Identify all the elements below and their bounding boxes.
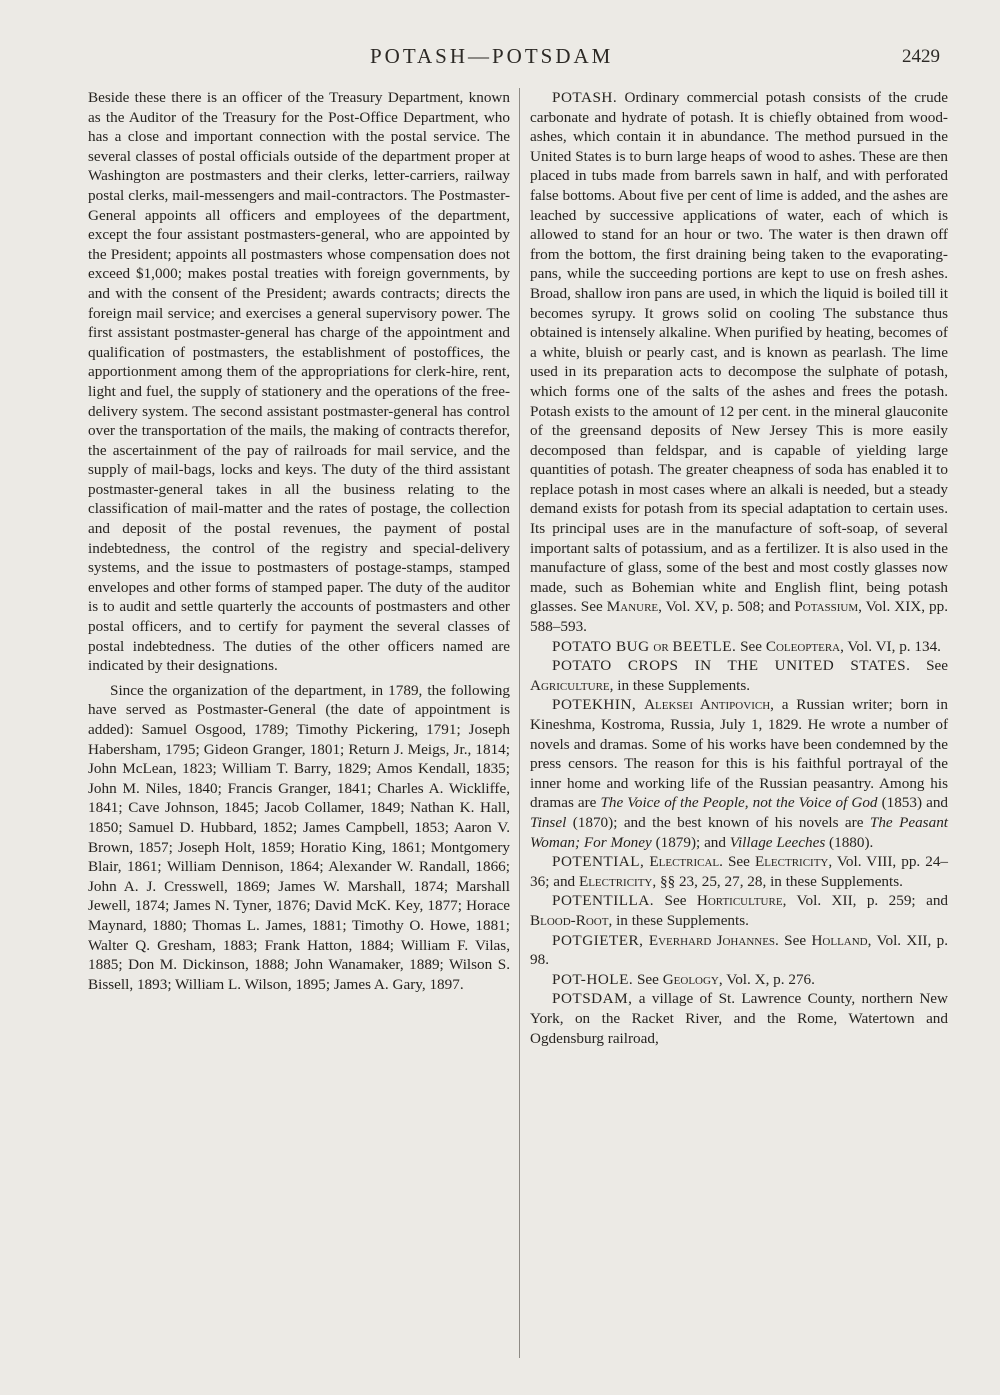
left-column bbox=[88, 88, 510, 994]
entry-text: (1880). bbox=[829, 833, 874, 851]
entry-text: (1853) and bbox=[881, 794, 949, 812]
entry-text: , §§ 23, 25, 27, 28, in these Supplements. bbox=[652, 872, 903, 890]
entry-headword: POTATO CROPS IN THE UNITED STATES. bbox=[552, 657, 911, 675]
entry-text: See bbox=[926, 657, 948, 675]
entry-potsdam bbox=[530, 989, 948, 1048]
entry-text: , Vol. VIII, pp. 24–36; and bbox=[530, 853, 949, 890]
entry-text: See bbox=[784, 931, 807, 949]
entry-text: See bbox=[740, 637, 763, 655]
entry-potekhin bbox=[530, 695, 948, 852]
entry-headword: POTENTILLA. bbox=[552, 892, 655, 910]
entry-headword: POT-HOLE. bbox=[552, 970, 634, 988]
running-head bbox=[0, 44, 1000, 74]
entry-potato-bug bbox=[530, 637, 948, 657]
postal-officials-paragraph: Beside these there is an officer of the Treasury Department, known as the Auditor of the Treasury for the Post-Office Department, who has a close and important connection with the postal service. The several classes of postal officials outside of the department proper at Washington are postmasters and their clerks, letter-carriers, railway postal clerks, mail-messengers and mail-contractors. The Postmaster-General appoints all officers and employees of the department, except the four assistant postmasters-general, who are appointed by the President; appoints all postmasters whose compensation does not exceed $1,000; makes postal treaties with foreign governments, by and with the consent of the President; awards contracts; directs the foreign mail service; and exercises a general supervisory power. The first assistant postmaster-general has charge of the appointment and qualification of postmasters, the establishment of postoffices, the apportionment among them of the appropriations for clerk-hire, rent, light and fuel, the supply of stationery and the operations of the free-delivery system. The second assistant postmaster-general has control over the transportation of the mails, the making of contracts therefor, the ascertainment of the pay of railroads for mail service, and the supply of mail-bags, locks and keys. The duty of the third assistant postmaster-general takes in all the business relating to the classification of mail-matter and the rates of postage, the collection and deposit of the postal revenues, the payment of postal indebtedness, the control of the registry and special-delivery systems, and the issue to postmasters of postage-stamps, stamped envelopes and other forms of stamped paper. The duty of the auditor is to audit and settle quarterly the accounts of postmasters and other postal officers, and to certify for payment the several classes of postal indebtedness. The duties of the other officers named are indicated by their designations. bbox=[88, 89, 510, 675]
entry-text: , in these Supplements. bbox=[609, 676, 751, 694]
entry-potash bbox=[530, 88, 948, 637]
entry-headword: POTATO BUG bbox=[552, 637, 650, 655]
column-divider bbox=[519, 88, 520, 1358]
entry-text: , Vol. VI, p. 134. bbox=[840, 637, 941, 655]
entry-headword: POTEKHIN, bbox=[552, 696, 637, 714]
cross-reference: Coleoptera bbox=[765, 637, 841, 655]
entry-headword: POTENTIAL, bbox=[552, 853, 645, 871]
entry-name: Aleksei Antipovich bbox=[644, 696, 771, 714]
page-number: 2429 bbox=[902, 46, 940, 67]
work-title: Village Leeches bbox=[729, 833, 826, 851]
entry-headword: BEETLE. bbox=[672, 637, 737, 655]
postmasters-general-paragraph: Since the organization of the department, in 1789, the following have served as Postmaster-General (the date of appointment is added): Samuel Osgood, 1789; Timothy Pickering, 1791; Joseph Habersham, 1795; Gideon Granger, 1801; Return J. Meigs, Jr., 1814; John McLean, 1823; William T. Barry, 1829; Amos Kendall, 1835; John M. Niles, 1840; Francis Granger, 1841; Charles A. Wickliffe, 1841; Cave Johnson, 1845; Jacob Collamer, 1849; Nathan K. Hall, 1850; Samuel D. Hubbard, 1852; James Campbell, 1853; Aaron V. Brown, 1857; Joseph Holt, 1859; Horatio King, 1861; Montgomery Blair, 1861; William Dennison, 1864; Alexander W. Randall, 1866; John A. J. Cresswell, 1869; James W. Marshall, 1874; Marshall Jewell, 1874; James N. Tyner, 1876; David McK. Key, 1877; Horace Maynard, 1880; Thomas L. James, 1881; Timothy O. Howe, 1881; Walter Q. Gresham, 1883; Frank Hatton, 1884; William F. Vilas, 1885; Don M. Dickinson, 1888; John Wanamaker, 1889; Wilson S. Bissell, 1893; William L. Wilson, 1895; James A. Gary, 1897. bbox=[88, 681, 510, 993]
entry-headword: POTGIETER, bbox=[552, 931, 644, 949]
entry-subhead: Electrical. bbox=[649, 853, 723, 871]
entry-potentilla bbox=[530, 891, 948, 930]
cross-reference: Horticulture bbox=[696, 892, 783, 910]
work-title: Tinsel bbox=[530, 813, 567, 831]
work-title: The Voice of the People, not the Voice of God bbox=[600, 794, 878, 812]
entry-text: , Vol. XV, p. 508; and bbox=[658, 598, 791, 616]
entry-text: See bbox=[664, 892, 687, 910]
entry-text: See bbox=[727, 853, 750, 871]
cross-reference: Geology bbox=[662, 970, 719, 988]
right-column bbox=[530, 88, 948, 1048]
cross-reference: Manure bbox=[606, 598, 659, 616]
entry-text: Ordinary commercial potash consists of the crude carbonate and hydrate of potash. It is chiefly obtained from wood-ashes, which contain it in abundance. The method pursued in the United States is to burn large heaps of wood to ashes. These are then placed in tubs made from barrels sawn in half, and with perforated false bottoms. About five per cent of lime is added, and the ashes are leached by successive applications of water, each of which is allowed to stand for an hour or two. The water is then drawn off from the bottom, the first draining being taken to the evaporating-pans, while the succeeding portions are kept to use on fresh ashes. Broad, shallow iron pans are used, in which the liquid is boiled till it becomes syrupy. It grows solid on cooling The substance thus obtained is intensely alkaline. When purified by heating, becomes of a white, bluish or pearly cast, and is known as pearlash. The lime used in its preparation acts to decompose the sulphate of potash, which forms one of the salts of the ashes and frees the potash. Potash exists to the amount of 12 per cent. in the mineral glauconite of the greensand deposits of New Jersey This is more easily decomposed than feldspar, and is capable of yielding large quantities of potash. The greater cheapness of soda has enabled it to replace potash in most cases where an alkali is needed, but a steady demand exists for potash from its special adaptation to certain uses. Its principal uses are in the manufacture of soft-soap, of several important salts of potassium, and as a fertilizer. It is also used in the manufacture of glass, some of the best and most costly glasses now made, such as Bohemian white and English flint, being potash glasses. See bbox=[530, 89, 948, 616]
entry-headword: POTASH. bbox=[552, 89, 618, 106]
entry-text: a village of St. Lawrence County, northern New York, on the Racket River, and the Rome, Watertown and Ogdensburg railroad, bbox=[530, 990, 949, 1047]
cross-reference: Agriculture bbox=[530, 676, 610, 694]
entry-text: , Vol. XII, p. 98. bbox=[530, 931, 949, 969]
cross-reference: Electricity bbox=[578, 872, 653, 890]
page-title: POTASH—POTSDAM bbox=[370, 44, 614, 68]
cross-reference: Electricity bbox=[754, 853, 829, 871]
cross-reference: Potassium bbox=[794, 598, 859, 616]
entry-headword: POTSDAM, bbox=[552, 990, 633, 1008]
entry-potgieter bbox=[530, 931, 948, 970]
entry-text: , in these Supplements. bbox=[608, 911, 749, 929]
entry-potato-crops bbox=[530, 656, 948, 695]
cross-reference: Holland bbox=[811, 931, 868, 949]
entry-name: Everhard Johannes. bbox=[648, 931, 779, 949]
entry-text: , Vol. XIX, pp. 588–593. bbox=[530, 598, 949, 636]
entry-text: (1879); and bbox=[655, 833, 726, 851]
entry-pot-hole bbox=[530, 970, 948, 990]
entry-text: , Vol. X, p. 276. bbox=[718, 970, 815, 988]
entry-text: See bbox=[636, 970, 659, 988]
entry-text: or bbox=[653, 637, 669, 655]
entry-text: , a Russian writer; born in Kineshma, Kostroma, Russia, July 1, 1829. He wrote a number of novels and dramas. Some of his works have been condemned by the press censors. The reason for this is his faithful portrayal of the inner home and working life of the Russian peasantry. Among his dramas are bbox=[530, 696, 948, 812]
cross-reference: Blood-Root bbox=[530, 911, 609, 929]
entry-text: , Vol. XII, p. 259; and bbox=[782, 892, 949, 910]
entry-text: (1870); and the best known of his novels are bbox=[572, 813, 864, 831]
entry-potential bbox=[530, 852, 948, 891]
work-title: The Peasant Woman; For Money bbox=[530, 813, 949, 851]
